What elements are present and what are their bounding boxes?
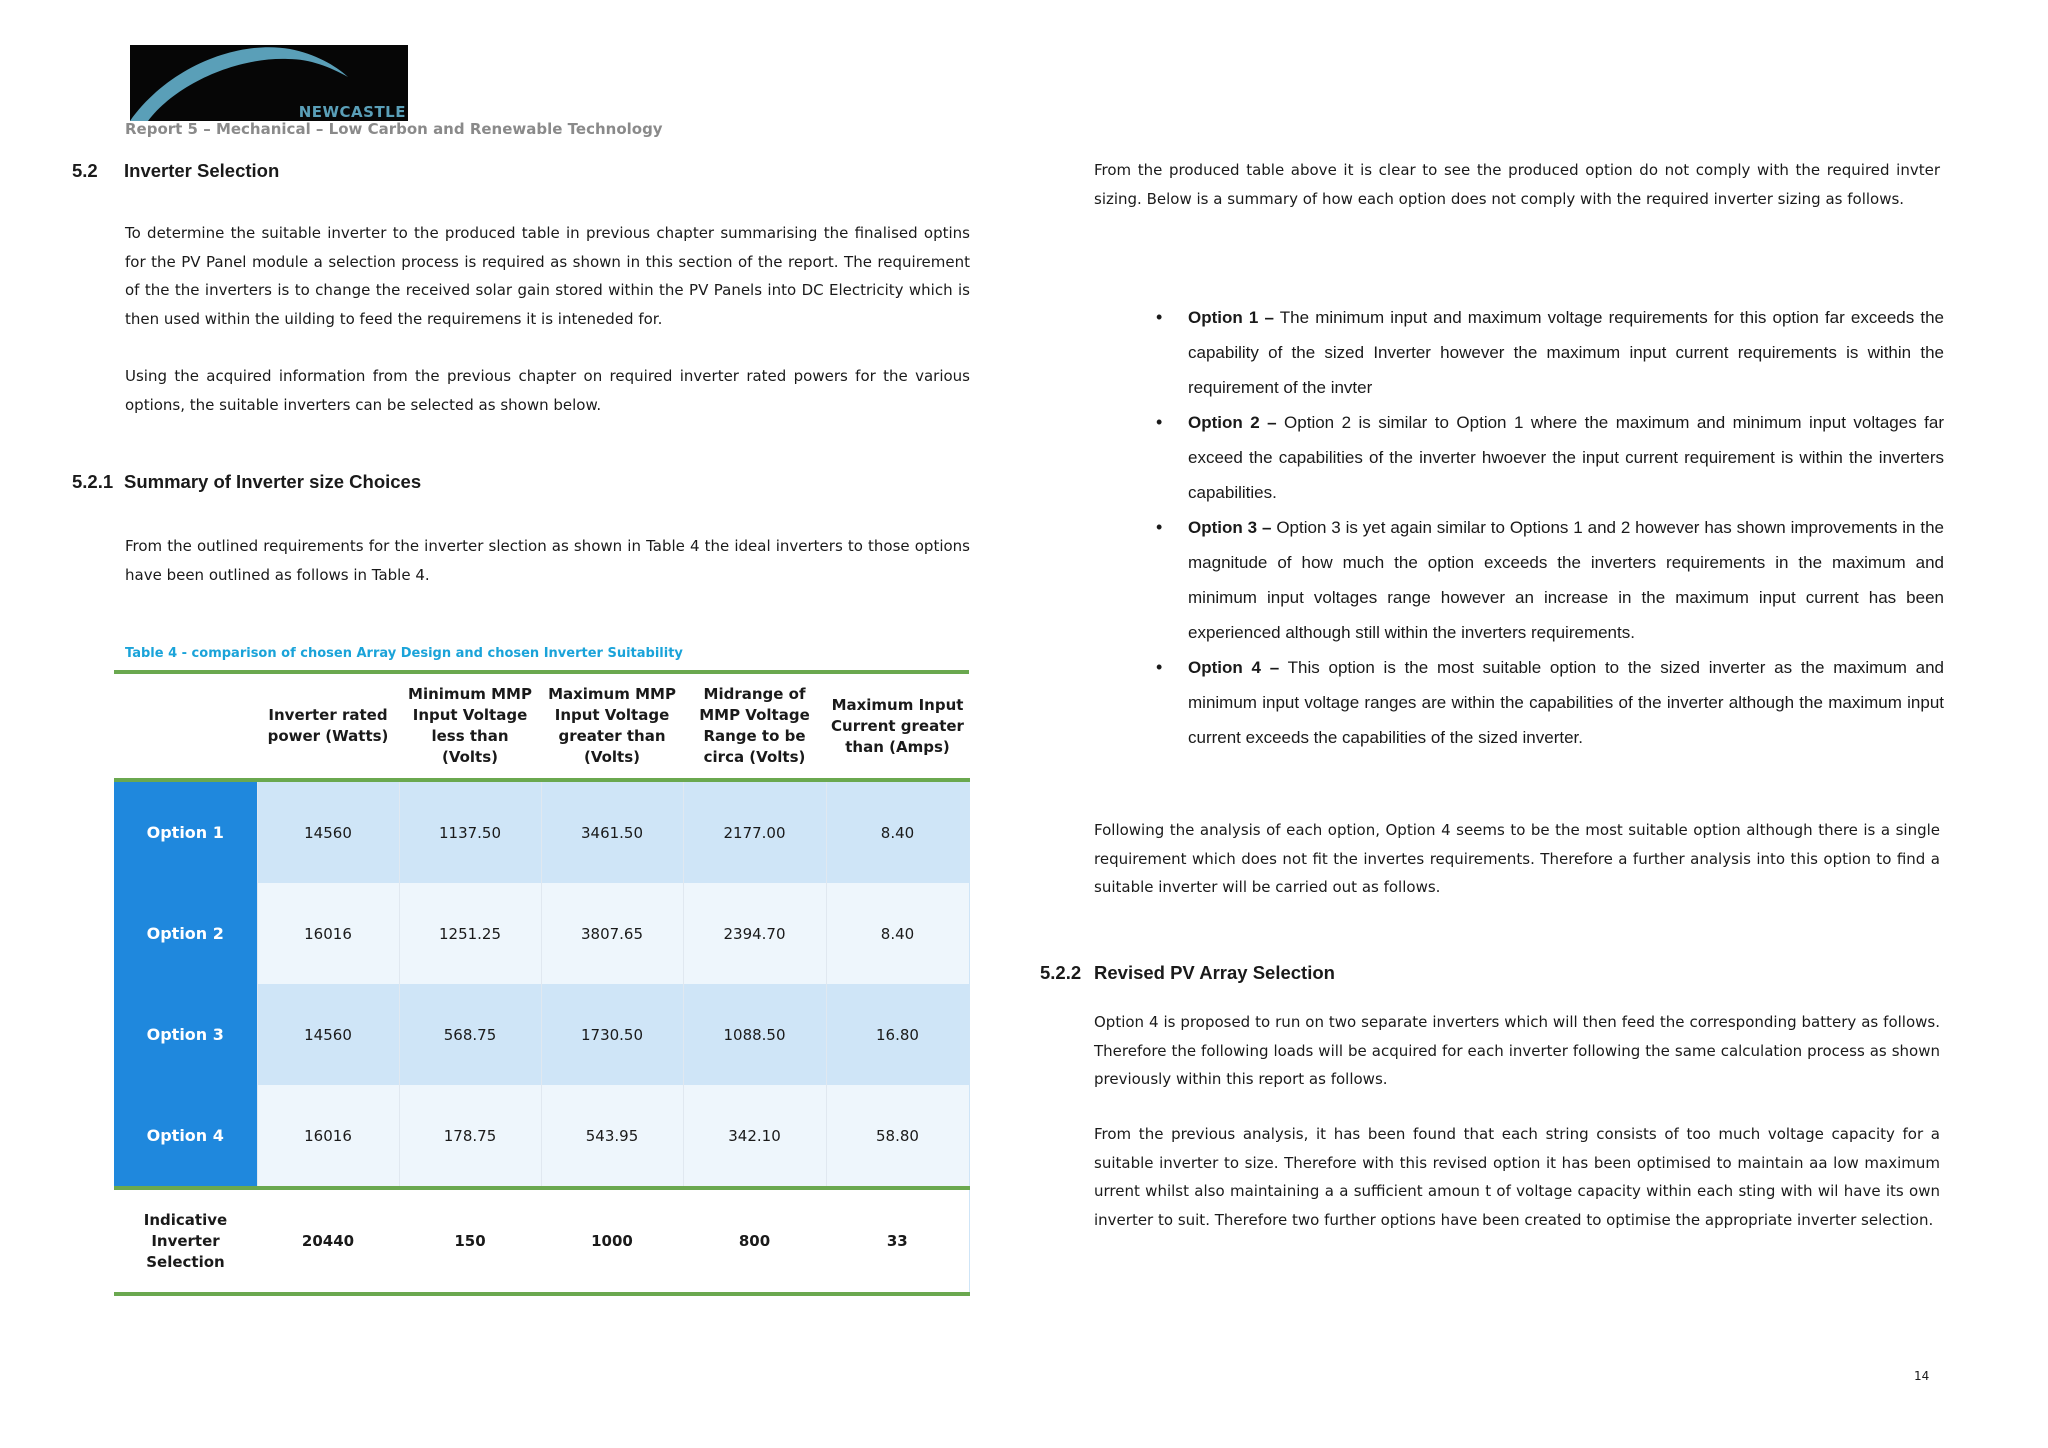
bullet-text: Option 3 is yet again similar to Options 1 and 2 however has shown improvements in the magnitude of how much the option exceeds the inverters requirements in the maximum and minimum input voltages range however an increase in the maximum input current has been experienced although still within the inverters requirements. (1188, 518, 1944, 642)
footer-label: Indicative Inverter Selection (114, 1188, 257, 1294)
paragraph: From the produced table above it is clear to see the produced option do not comply with the required invter sizing. Below is a summary of how each option does not comply with the required inverter sizing as follows. (1094, 161, 1940, 208)
option-bullet-list (1188, 300, 1944, 755)
section-title: Revised PV Array Selection (1094, 962, 1335, 983)
table-cell: 2177.00 (683, 780, 826, 883)
table-row (114, 780, 969, 883)
table-cell: 33 (826, 1188, 969, 1294)
paragraph: Using the acquired information from the previous chapter on required inverter rated powers for the various options, the suitable inverters can be selected as shown below. (125, 367, 970, 414)
table-cell: 16016 (257, 883, 399, 984)
table-header-cell: Maximum MMP Input Voltage greater than (Volts) (541, 672, 683, 780)
table-cell: 1137.50 (399, 780, 541, 883)
table-cell: 2394.70 (683, 883, 826, 984)
table-cell: 14560 (257, 780, 399, 883)
table-cell: 3807.65 (541, 883, 683, 984)
bullet-lead: Option 3 – (1188, 518, 1272, 537)
table-cell: 58.80 (826, 1085, 969, 1188)
row-label: Option 1 (114, 780, 257, 883)
section-number: 5.2 (72, 160, 98, 181)
section-title: Summary of Inverter size Choices (124, 471, 422, 492)
table-cell: 16.80 (826, 984, 969, 1085)
bullet-text: This option is the most suitable option to the sized inverter as the maximum and minimum input voltage ranges are within the capabilities of the inverter although the maximum input current exceeds the capabilities of the sized inverter. (1188, 658, 1944, 747)
table-cell: 20440 (257, 1188, 399, 1294)
bullet-lead: Option 1 – (1188, 308, 1274, 327)
table-cell: 3461.50 (541, 780, 683, 883)
logo-text: NEWCASTLE (298, 103, 406, 121)
table-cell: 342.10 (683, 1085, 826, 1188)
row-label: Option 4 (114, 1085, 257, 1188)
table-cell: 14560 (257, 984, 399, 1085)
list-item (1188, 300, 1944, 405)
paragraph: From the outlined requirements for the inverter slection as shown in Table 4 the ideal inverters to those options have been outlined as follows in Table 4. (125, 537, 970, 584)
table-cell: 178.75 (399, 1085, 541, 1188)
table-cell: 800 (683, 1188, 826, 1294)
bullet-lead: Option 2 – (1188, 413, 1277, 432)
paragraph: Following the analysis of each option, Option 4 seems to be the most suitable option although there is a single requirement which does not fit the invertes requirements. Therefore a further analysis into this option to find a suitable inverter will be carried out as follows. (1094, 821, 1940, 896)
report-title: Report 5 – Mechanical – Low Carbon and Renewable Technology (125, 120, 663, 138)
paragraph: Option 4 is proposed to run on two separate inverters which will then feed the corresponding battery as follows. Therefore the following loads will be acquired for each inverter following the same calculation process as shown previously within this report as follows. (1094, 1013, 1940, 1088)
table-cell: 1000 (541, 1188, 683, 1294)
section-number: 5.2.1 (72, 471, 114, 492)
section-title: Inverter Selection (124, 160, 280, 181)
table-cell: 1730.50 (541, 984, 683, 1085)
page-number: 14 (1914, 1369, 1930, 1383)
table-header-cell: Maximum Input Current greater than (Amps) (826, 672, 969, 780)
table-row (114, 1085, 969, 1188)
list-item (1188, 650, 1944, 755)
list-item (1188, 405, 1944, 510)
bullet-lead: Option 4 – (1188, 658, 1280, 677)
table-cell: 8.40 (826, 780, 969, 883)
table-cell: 16016 (257, 1085, 399, 1188)
bullet-text: The minimum input and maximum voltage requirements for this option far exceeds the capability of the sized Inverter however the maximum input current requirements is within the requirement of the invter (1188, 308, 1945, 397)
table-cell: 568.75 (399, 984, 541, 1085)
table-cell: 8.40 (826, 883, 969, 984)
table-footer-row (114, 1188, 969, 1294)
table-header-cell (114, 672, 257, 780)
paragraph: To determine the suitable inverter to the produced table in previous chapter summarising the finalised optins for the PV Panel module a selection process is required as shown in this section of the report. The requirement of the the inverters is to change the received solar gain stored within the PV Panels into DC Electricity which is then used within the uilding to feed the requiremens it is inteneded for. (125, 224, 970, 328)
table-caption: Table 4 - comparison of chosen Array Design and chosen Inverter Suitability (125, 646, 683, 661)
table-row (114, 984, 969, 1085)
table-cell: 543.95 (541, 1085, 683, 1188)
bullet-text: Option 2 is similar to Option 1 where the maximum and minimum input voltages far exceed the capabilities of the inverter hwoever the input current requirement is within the inverters capabilities. (1188, 413, 1944, 502)
newcastle-logo (130, 45, 408, 121)
list-item (1188, 510, 1944, 650)
inverter-table (114, 670, 969, 1296)
table-header-cell: Minimum MMP Input Voltage less than (Volts) (399, 672, 541, 780)
table-row (114, 883, 969, 984)
table-header-cell: Midrange of MMP Voltage Range to be circa (Volts) (683, 672, 826, 780)
paragraph: From the previous analysis, it has been found that each string consists of too much voltage capacity for a suitable inverter to size. Therefore with this revised option it has been optimised to maintain aa low maximum urrent whilst also maintaining a a sufficient amoun t of voltage capacity within each sting with wil have its own inverter to suit. Therefore two further options have been created to optimise the appropriate inverter selection. (1094, 1125, 1940, 1229)
table-header-cell: Inverter rated power (Watts) (257, 672, 399, 780)
table-cell: 1251.25 (399, 883, 541, 984)
table-header-row (114, 672, 969, 780)
table-cell: 1088.50 (683, 984, 826, 1085)
row-label: Option 3 (114, 984, 257, 1085)
section-number: 5.2.2 (1040, 962, 1082, 983)
table-cell: 150 (399, 1188, 541, 1294)
row-label: Option 2 (114, 883, 257, 984)
